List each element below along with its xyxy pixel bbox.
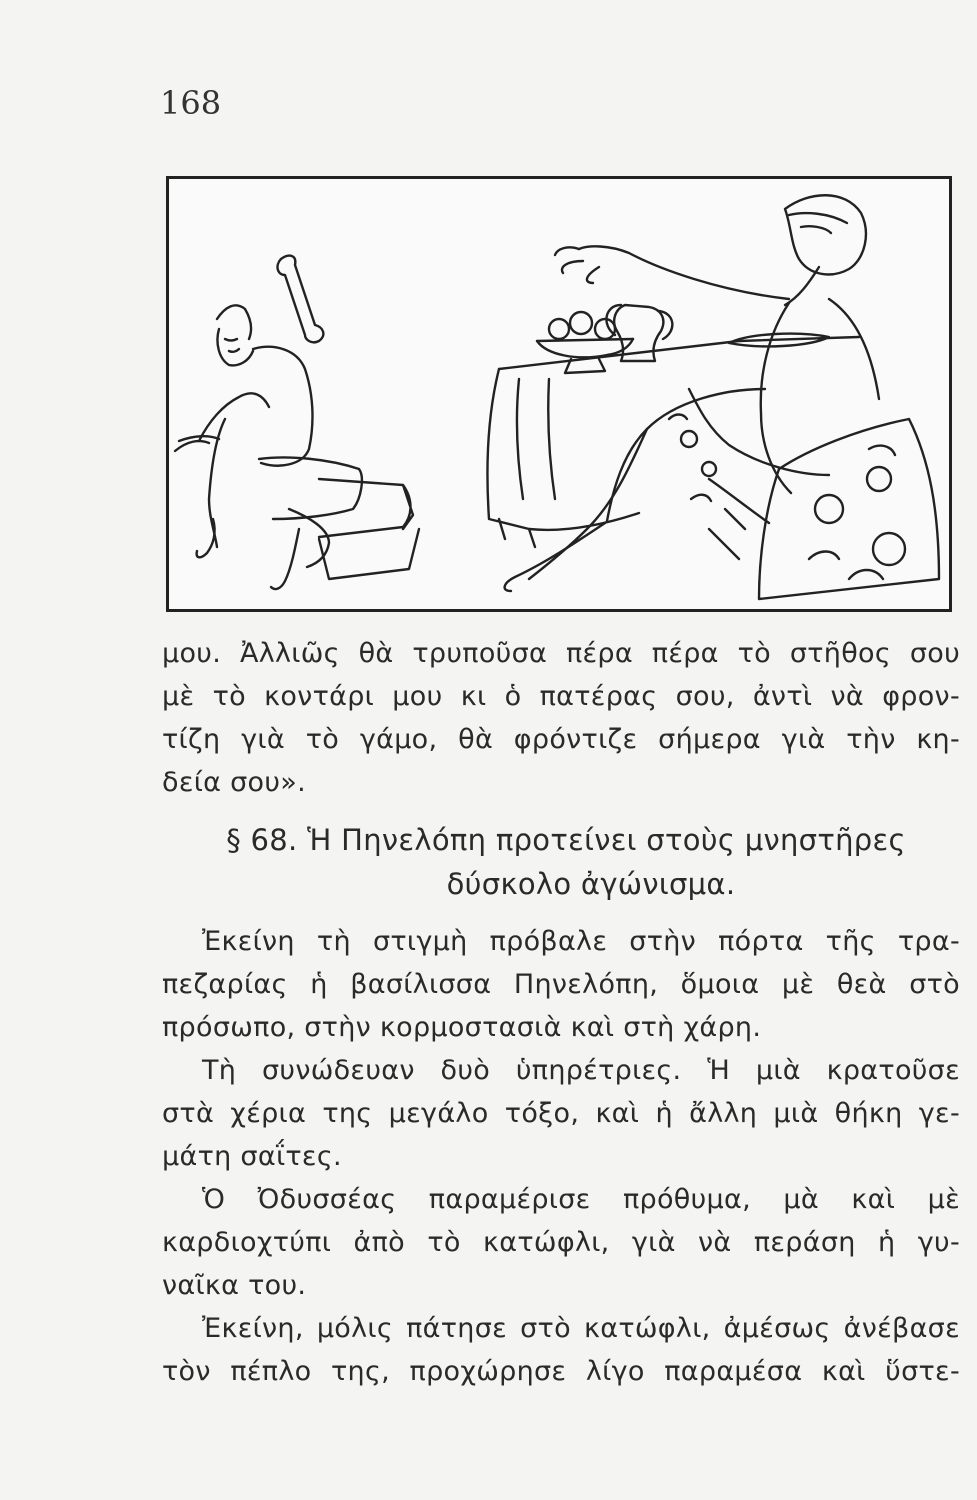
- text-line: Ἐκείνη, μόλις πάτησε στὸ κατώφλι, ἀμέσως ἀνέβασε: [202, 1313, 960, 1344]
- illustration: [166, 176, 952, 612]
- text-line: στὰ χέρια της μεγάλο τόξο, καὶ ἡ ἄλλη μιὰ θήκη γε-: [162, 1098, 960, 1129]
- text-line: τὸν πέπλο της, προχώρησε λίγο παραμέσα καὶ ὕστε-: [162, 1356, 960, 1387]
- text-line: μὲ τὸ κοντάρι μου κι ὁ πατέρας σου, ἀντὶ νὰ φρον-: [162, 681, 960, 712]
- text-line: καρδιοχτύπι ἀπὸ τὸ κατώφλι, γιὰ νὰ περάση ἡ γυ-: [162, 1227, 960, 1258]
- text-line: μου. Ἀλλιῶς θὰ τρυποῦσα πέρα πέρα τὸ στῆθος σου: [162, 638, 960, 669]
- page-text: [162, 632, 960, 1393]
- text-line: ναῖκα του.: [162, 1270, 307, 1301]
- text-line: δεία σου».: [162, 767, 306, 798]
- text-line: πρόσωπο, στὴν κορμοστασιὰ καὶ στὴ χάρη.: [162, 1012, 762, 1043]
- text-line: τίζη γιὰ τὸ γάμο, θὰ φρόντιζε σήμερα γιὰ τὴν κη-: [162, 724, 960, 755]
- text-line: Ἐκείνη τὴ στιγμὴ πρόβαλε στὴν πόρτα τῆς τρα-: [202, 926, 960, 957]
- text-line: Ὁ Ὀδυσσέας παραμέρισε πρόθυμα, μὰ καὶ μὲ: [202, 1184, 960, 1215]
- text-line: πεζαρίας ἡ βασίλισσα Πηνελόπη, ὅμοια μὲ θεὰ στὸ: [162, 969, 960, 1000]
- text-line: μάτη σαΐτες.: [162, 1141, 342, 1172]
- odysseus-and-penelope-illustration: [169, 179, 949, 609]
- section-heading: § 68. Ἡ Πηνελόπη προτείνει στοὺς μνηστῆρες: [226, 823, 906, 857]
- section-heading-continued: δύσκολο ἀγώνισμα.: [446, 867, 736, 901]
- text-line: Τὴ συνώδευαν δυὸ ὑπηρέτριες. Ἡ μιὰ κρατοῦσε: [202, 1055, 960, 1086]
- page-number: 168: [160, 84, 222, 122]
